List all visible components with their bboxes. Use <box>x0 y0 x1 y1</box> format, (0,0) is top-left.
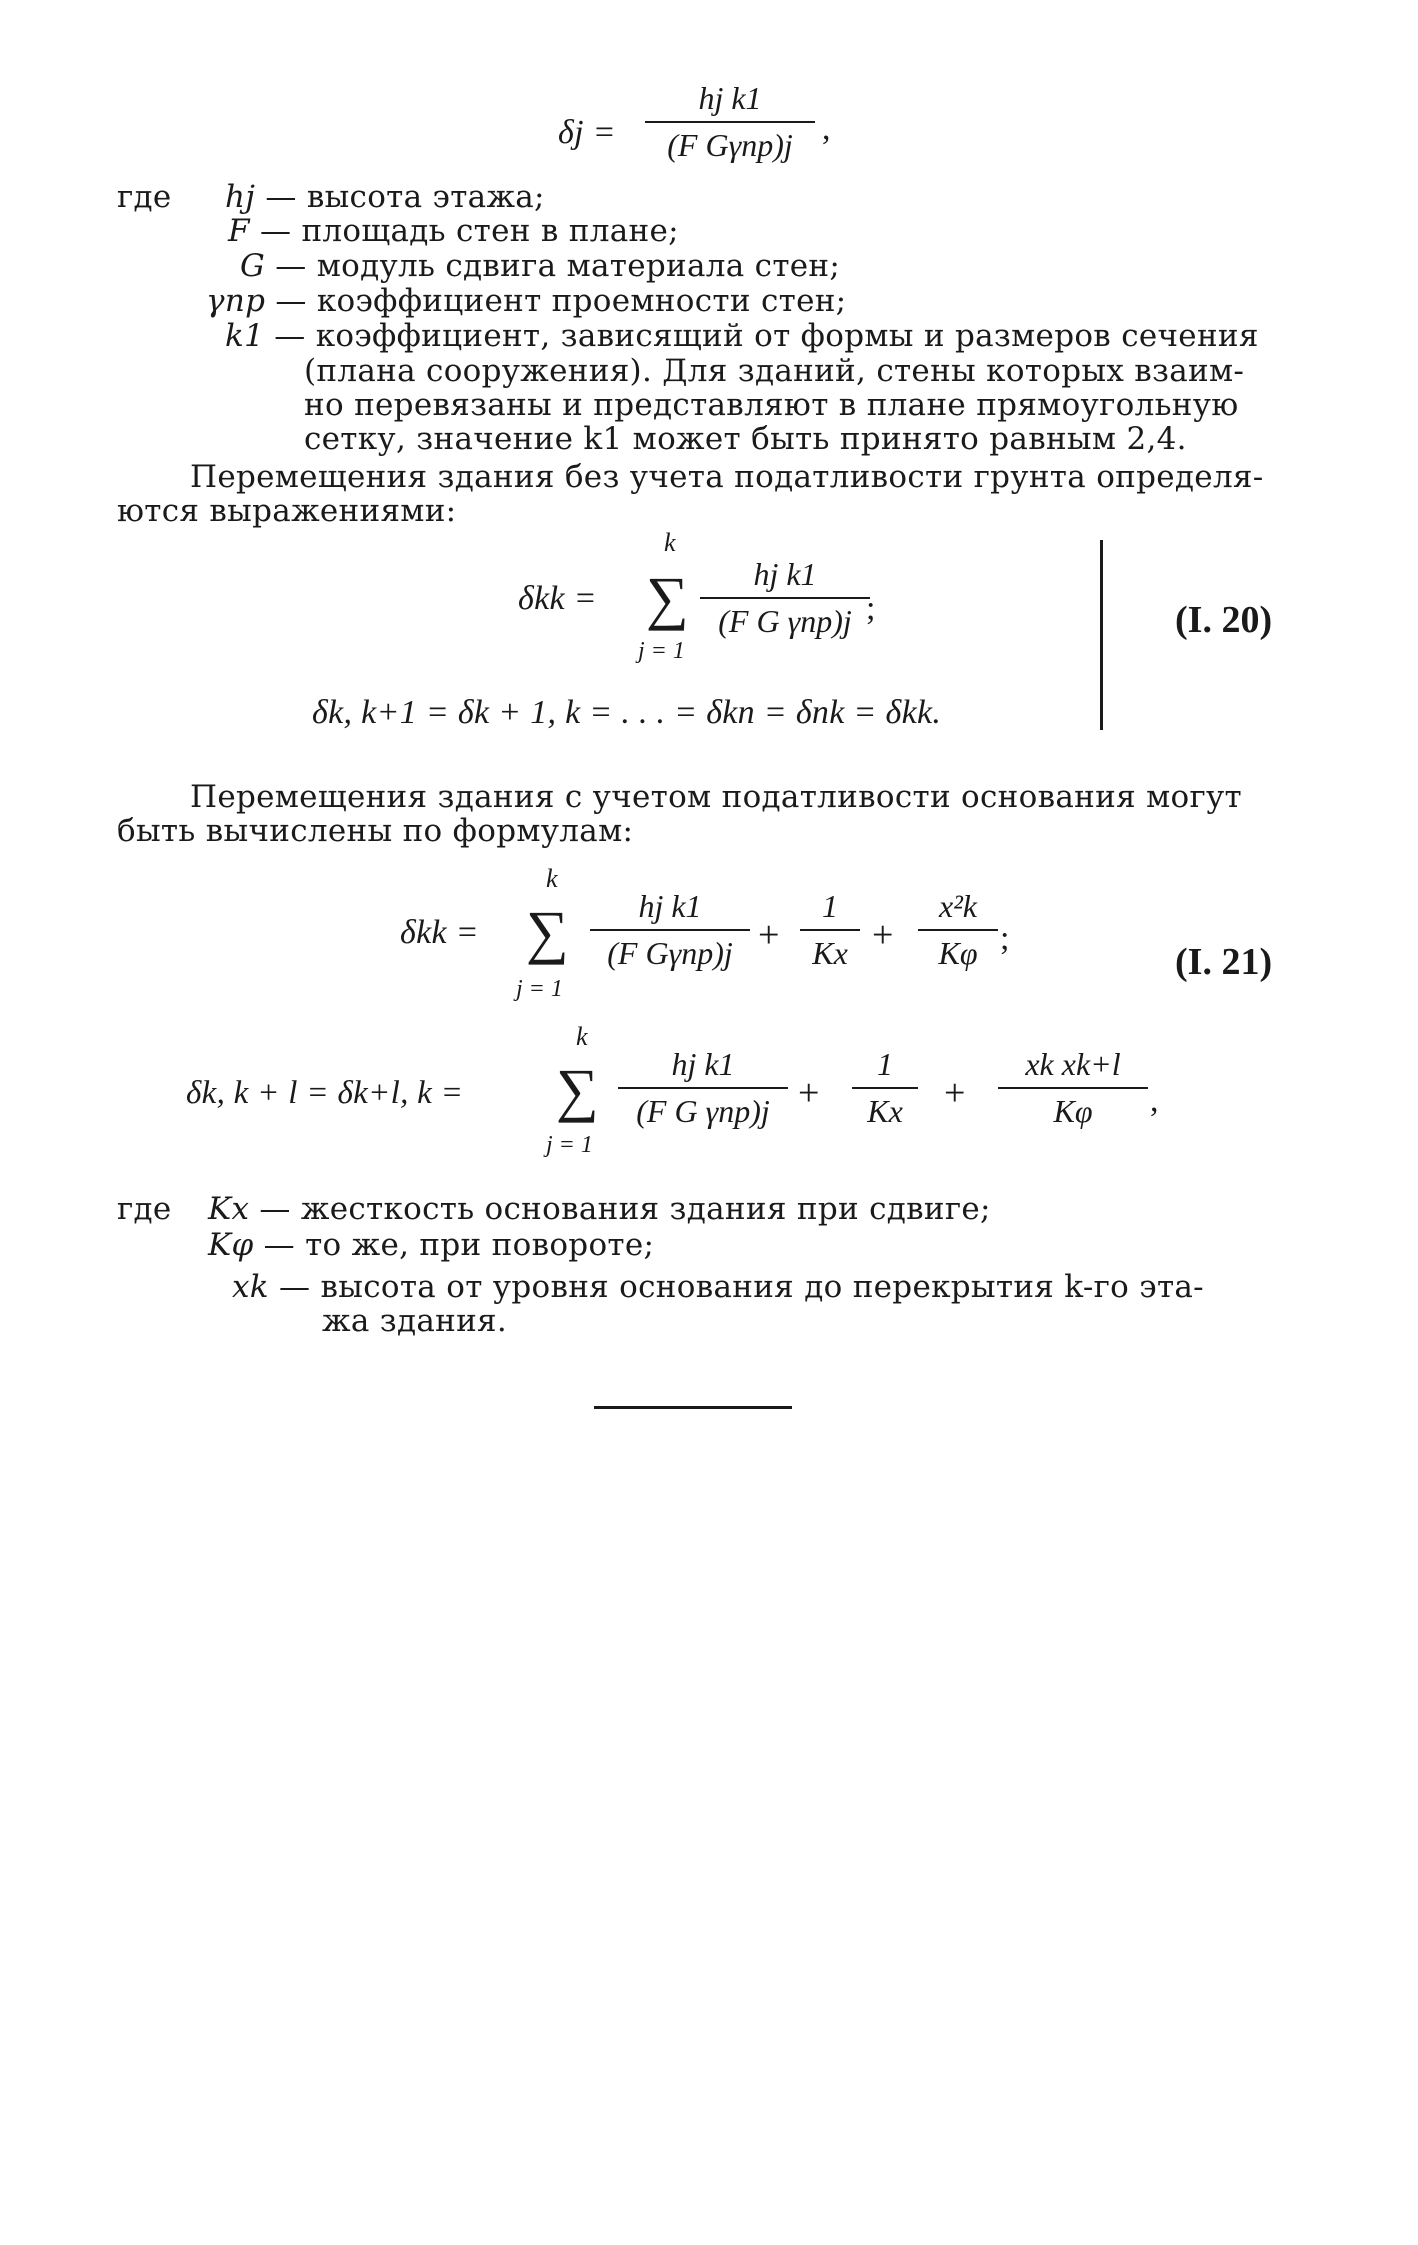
eq21a-trail: ; <box>1000 920 1010 957</box>
eq20-sum-top: k <box>664 528 676 557</box>
def2-symbol: Kφ <box>208 1227 254 1263</box>
eq21b-lhs: δk, k + l = δk+l, k = <box>186 1075 464 1111</box>
eq21a-plus-1: + <box>758 914 780 956</box>
eq21a-sigma: ∑ <box>526 899 569 965</box>
eq21a-plus-2: + <box>872 914 894 956</box>
def2-row-kphi <box>208 1228 654 1262</box>
def-symbol: hj <box>225 179 256 215</box>
eq21a-num2: 1 <box>822 888 838 924</box>
eq21b-sigma: ∑ <box>556 1057 599 1123</box>
def-symbol: F <box>228 213 250 249</box>
def-row-g <box>240 249 840 283</box>
eq20-denominator: (F G γпр)j <box>718 603 852 639</box>
def-dash: — <box>275 283 307 319</box>
eq21a-den1: (F Gγпр)j <box>607 935 733 971</box>
def2-text: высота от уровня основания до перекрытия k-го эта- <box>320 1269 1204 1305</box>
formula-top-fraction <box>645 80 815 164</box>
def-row-hj <box>225 180 545 214</box>
def-dash: — <box>259 213 292 249</box>
eq21b-num1: hj k1 <box>671 1046 735 1082</box>
def2-dash: — <box>259 1191 291 1227</box>
eq20-trail: ; <box>866 590 876 627</box>
formula-top-numerator: hj k1 <box>698 80 762 116</box>
def2-symbol: xk <box>232 1269 269 1305</box>
para1-line-1: Перемещения здания без учета податливости грунта определя- <box>190 459 1264 495</box>
def-text: коэффициент, зависящий от формы и размеров сечения <box>315 318 1259 354</box>
k1-cont-line-3: сетку, значение k1 может быть принято равным 2,4. <box>304 421 1187 457</box>
def-symbol: G <box>240 248 266 284</box>
def2-symbol: Kx <box>208 1191 250 1227</box>
eq21b-trail: , <box>1150 1082 1159 1119</box>
eq21b-fraction-3 <box>998 1046 1148 1130</box>
eq21a-fraction-3 <box>918 888 998 972</box>
eq21b-plus-1: + <box>798 1072 820 1114</box>
def-row-gamma <box>206 284 846 318</box>
def-text: площадь стен в плане; <box>301 213 679 249</box>
formula-top-lhs: δj = <box>558 114 616 151</box>
def2-row-kx <box>208 1192 991 1226</box>
eq21a-fraction-2 <box>800 888 860 972</box>
def-row-f <box>228 214 679 248</box>
def2-dash: — <box>263 1227 295 1263</box>
eq20-label: (I. 20) <box>1175 599 1273 641</box>
eq21a-sum-bottom: j = 1 <box>516 976 563 1002</box>
eq20-numerator: hj k1 <box>753 556 817 592</box>
eq20-line2: δk, k+1 = δk + 1, k = . . . = δkn = δnk = δkk. <box>312 694 942 731</box>
def-symbol: γпр <box>206 283 266 319</box>
eq21a-den3: Kφ <box>938 935 978 971</box>
para2-line-2: быть вычислены по формулам: <box>117 813 634 849</box>
def2-dash: — <box>279 1269 311 1305</box>
eq21b-plus-2: + <box>944 1072 966 1114</box>
def-dash: — <box>274 318 306 354</box>
xk-cont: жа здания. <box>322 1303 508 1339</box>
eq21a-num1: hj k1 <box>638 888 702 924</box>
para1-line-2: ются выражениями: <box>117 493 457 529</box>
eq21-label: (I. 21) <box>1175 941 1273 983</box>
eq21b-den1: (F G γпр)j <box>636 1093 770 1129</box>
def-text: коэффициент проемности стен; <box>316 283 847 319</box>
eq20-sum-bottom: j = 1 <box>638 638 685 664</box>
def2-text: то же, при повороте; <box>305 1227 655 1263</box>
def-text: модуль сдвига материала стен; <box>316 248 841 284</box>
section-separator <box>594 1406 792 1409</box>
eq21b-sum-bottom: j = 1 <box>546 1132 593 1158</box>
eq21b-fraction-1 <box>618 1046 788 1130</box>
eq21b-num3: xk xk+l <box>1025 1046 1121 1082</box>
def2-text: жесткость основания здания при сдвиге; <box>300 1191 991 1227</box>
eq21b-fraction-2 <box>852 1046 918 1130</box>
k1-cont-line-2: но перевязаны и представляют в плане прямоугольную <box>304 387 1239 423</box>
eq20-brace <box>1100 540 1103 730</box>
formula-top-denominator: (F Gγпр)j <box>667 127 793 163</box>
eq21b-den2: Kx <box>867 1093 903 1129</box>
def-symbol: k1 <box>225 318 265 354</box>
where2-label: где <box>117 1191 172 1227</box>
eq20-sigma: ∑ <box>646 565 689 631</box>
def-dash: — <box>265 179 297 215</box>
eq20-lhs: δkk = <box>518 580 597 617</box>
eq21a-num3: x²k <box>939 888 977 924</box>
para2-line-1: Перемещения здания с учетом податливости основания могут <box>190 779 1242 815</box>
k1-cont-line-1: (плана сооружения). Для зданий, стены которых взаим- <box>304 353 1245 389</box>
eq21b-den3: Kφ <box>1053 1093 1093 1129</box>
def-text: высота этажа; <box>306 179 545 215</box>
eq21a-sum-top: k <box>546 864 558 893</box>
eq21b-num2: 1 <box>877 1046 893 1082</box>
def-row-k1 <box>225 319 1259 353</box>
eq21b-sum-top: k <box>576 1022 588 1051</box>
eq21a-den2: Kx <box>812 935 848 971</box>
formula-top-trail: , <box>822 110 831 147</box>
eq21a-lhs: δkk = <box>400 914 479 951</box>
def2-row-xk <box>232 1270 1204 1304</box>
eq21a-fraction-1 <box>590 888 750 972</box>
where-label: где <box>117 179 172 215</box>
eq20-fraction <box>700 556 870 640</box>
def-dash: — <box>275 248 307 284</box>
